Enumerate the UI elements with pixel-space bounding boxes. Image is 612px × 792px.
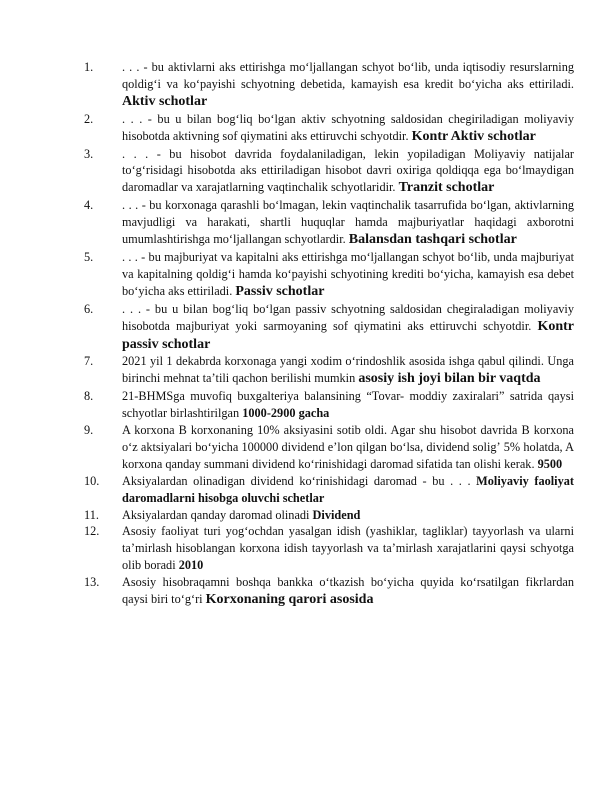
list-item xyxy=(84,388,574,422)
question-text: . . . - bu aktivlarni aks ettirishga moʻljallangan schyot boʻlib, unda iqtisodiy resurslarning qoldigʻi va koʻpayishi schyotning debetida, kamayish esa kredit boʻyicha aks ettiriladi. xyxy=(122,60,574,91)
item-number: 9. xyxy=(84,423,94,438)
question-text: . . . - bu korxonaga qarashli boʻlmagan, lekin vaqtinchalik tasarrufida boʻlgan, aktivlarning mavjudligi va harakati, shartli huquqlar hamda majburiyatlar haqidagi axborotni umumlashtirishga moʻljallangan schyotlardir. xyxy=(122,198,574,247)
question-text: . . . - bu majburiyat va kapitalni aks ettirishga moʻljallangan schyot boʻlib, unda majburiyat va kapitalning qoldigʻi hamda koʻpayishi schyotining krediti boʻyicha, kamayish esa debet boʻyicha aks ettiriladi. xyxy=(122,249,574,298)
list-item xyxy=(84,197,574,249)
item-body xyxy=(122,146,574,198)
item-body xyxy=(122,473,574,507)
item-body xyxy=(122,574,574,609)
item-body xyxy=(122,197,574,249)
item-body xyxy=(122,422,574,473)
question-text: . . . - bu u bilan bogʻliq boʻlgan passiv schyotning saldosidan chegiraladigan moliyaviy hisobotda majburiyat yoki sarmoyaning sof qiymatini aks ettiruvchi schyotdir. xyxy=(122,301,574,333)
list-item xyxy=(84,301,574,354)
answer-text: Kontr passiv schotlar xyxy=(122,318,574,352)
item-body xyxy=(122,59,574,111)
item-number: 1. xyxy=(84,60,94,74)
item-body xyxy=(122,523,574,574)
item-number: 12. xyxy=(84,524,100,539)
item-number: 7. xyxy=(84,354,94,369)
answer-text: Dividend xyxy=(312,507,361,522)
question-text: Aksiyalardan qanday daromad olinadi xyxy=(122,507,313,522)
list-item xyxy=(84,59,574,111)
question-text: 21-BHMSga muvofiq buxgalteriya balansining “Tovar- moddiy zaxiralari” satrida qaysi schyotlar birlashtirilgan xyxy=(122,389,574,421)
item-body xyxy=(122,507,574,524)
answer-text: Kontr Aktiv schotlar xyxy=(411,128,536,144)
item-body xyxy=(122,353,574,388)
item-body xyxy=(122,111,574,146)
item-number: 4. xyxy=(84,198,94,213)
question-text: Asosiy hisobraqamni boshqa bankka oʻtkazish boʻyicha quyida koʻrsatilgan fikrlardan qaysi biri toʻgʻri xyxy=(122,575,574,607)
list-item xyxy=(84,473,574,507)
answer-text: 2010 xyxy=(178,558,204,573)
list-item xyxy=(84,249,574,301)
answer-text: 9500 xyxy=(537,456,563,471)
question-text: 2021 yil 1 dekabrda korxonaga yangi xodim oʻrindoshlik asosida ishga qabul qilindi. Unga birinchi mehnat taʼtili qachon berilishi mumkin xyxy=(122,354,574,386)
item-number: 2. xyxy=(84,111,94,126)
item-body xyxy=(122,301,574,354)
answer-text: asosiy ish joyi bilan bir vaqtda xyxy=(358,371,541,387)
answer-text: Passiv schotlar xyxy=(235,283,325,299)
item-body xyxy=(122,249,574,301)
item-number: 8. xyxy=(84,389,94,404)
item-number: 10. xyxy=(84,473,100,488)
answer-text: Tranzit schotlar xyxy=(398,180,495,196)
question-text: A korxona B korxonaning 10% aksiyasini sotib oldi. Agar shu hisobot davrida B korxona oʻz aktsiyalari boʻyicha 100000 dividend eʼlon qilgan boʻlsa, dividend soligʼ 5% holatda, A korxona qanday summani dividend koʻrinishidagi daromad sifatida tan olishi kerak. xyxy=(122,423,574,471)
question-text: . . . - bu u bilan bogʻliq boʻlgan aktiv schyotning saldosidan chegiriladigan moliyaviy hisobotda aktivning sof qiymatini aks ettiruvchi schyotdir. xyxy=(122,111,574,143)
answer-text: Aktiv schotlar xyxy=(122,93,208,109)
list-item xyxy=(84,574,574,609)
item-number: 5. xyxy=(84,249,94,264)
answer-text: Balansdan tashqari schotlar xyxy=(348,232,517,248)
answer-text: 1000-2900 gacha xyxy=(242,406,330,421)
item-number: 6. xyxy=(84,301,94,316)
item-number: 11. xyxy=(84,507,99,522)
answer-text: Moliyaviy faoliyat daromadlarni hisobga oluvchi schetlar xyxy=(122,473,574,505)
answer-text: Korxonaning qarori asosida xyxy=(205,592,374,608)
item-number: 3. xyxy=(84,146,94,161)
list-item xyxy=(84,146,574,198)
question-text: Asosiy faoliyat turi yogʻochdan yasalgan idish (yashiklar, tagliklar) tayyorlash va ularni taʼmirlash hisoblangan korxona idish tayyorlash va taʼmirlash xarajatlarini qaysi schyotga olib boradi xyxy=(122,524,574,573)
list-item xyxy=(84,111,574,146)
list-item xyxy=(84,507,574,524)
question-text: Aksiyalardan olinadigan dividend koʻrinishidagi daromad - bu . . . xyxy=(122,473,477,488)
item-number: 13. xyxy=(84,575,100,590)
item-body xyxy=(122,388,574,422)
list-item xyxy=(84,523,574,574)
list-item xyxy=(84,353,574,388)
question-list xyxy=(84,59,574,609)
question-text: . . . - bu hisobot davrida foydalaniladigan, lekin yopiladigan Moliyaviy natijalar toʻgʻrisidagi hisobotda aks ettiriladigan hisobot davri oxiriga qoldiqqa ega boʻlmaydigan daromadlar va xarajatlarning vaqtinchalik schyotlaridir. xyxy=(122,146,574,195)
list-item xyxy=(84,422,574,473)
